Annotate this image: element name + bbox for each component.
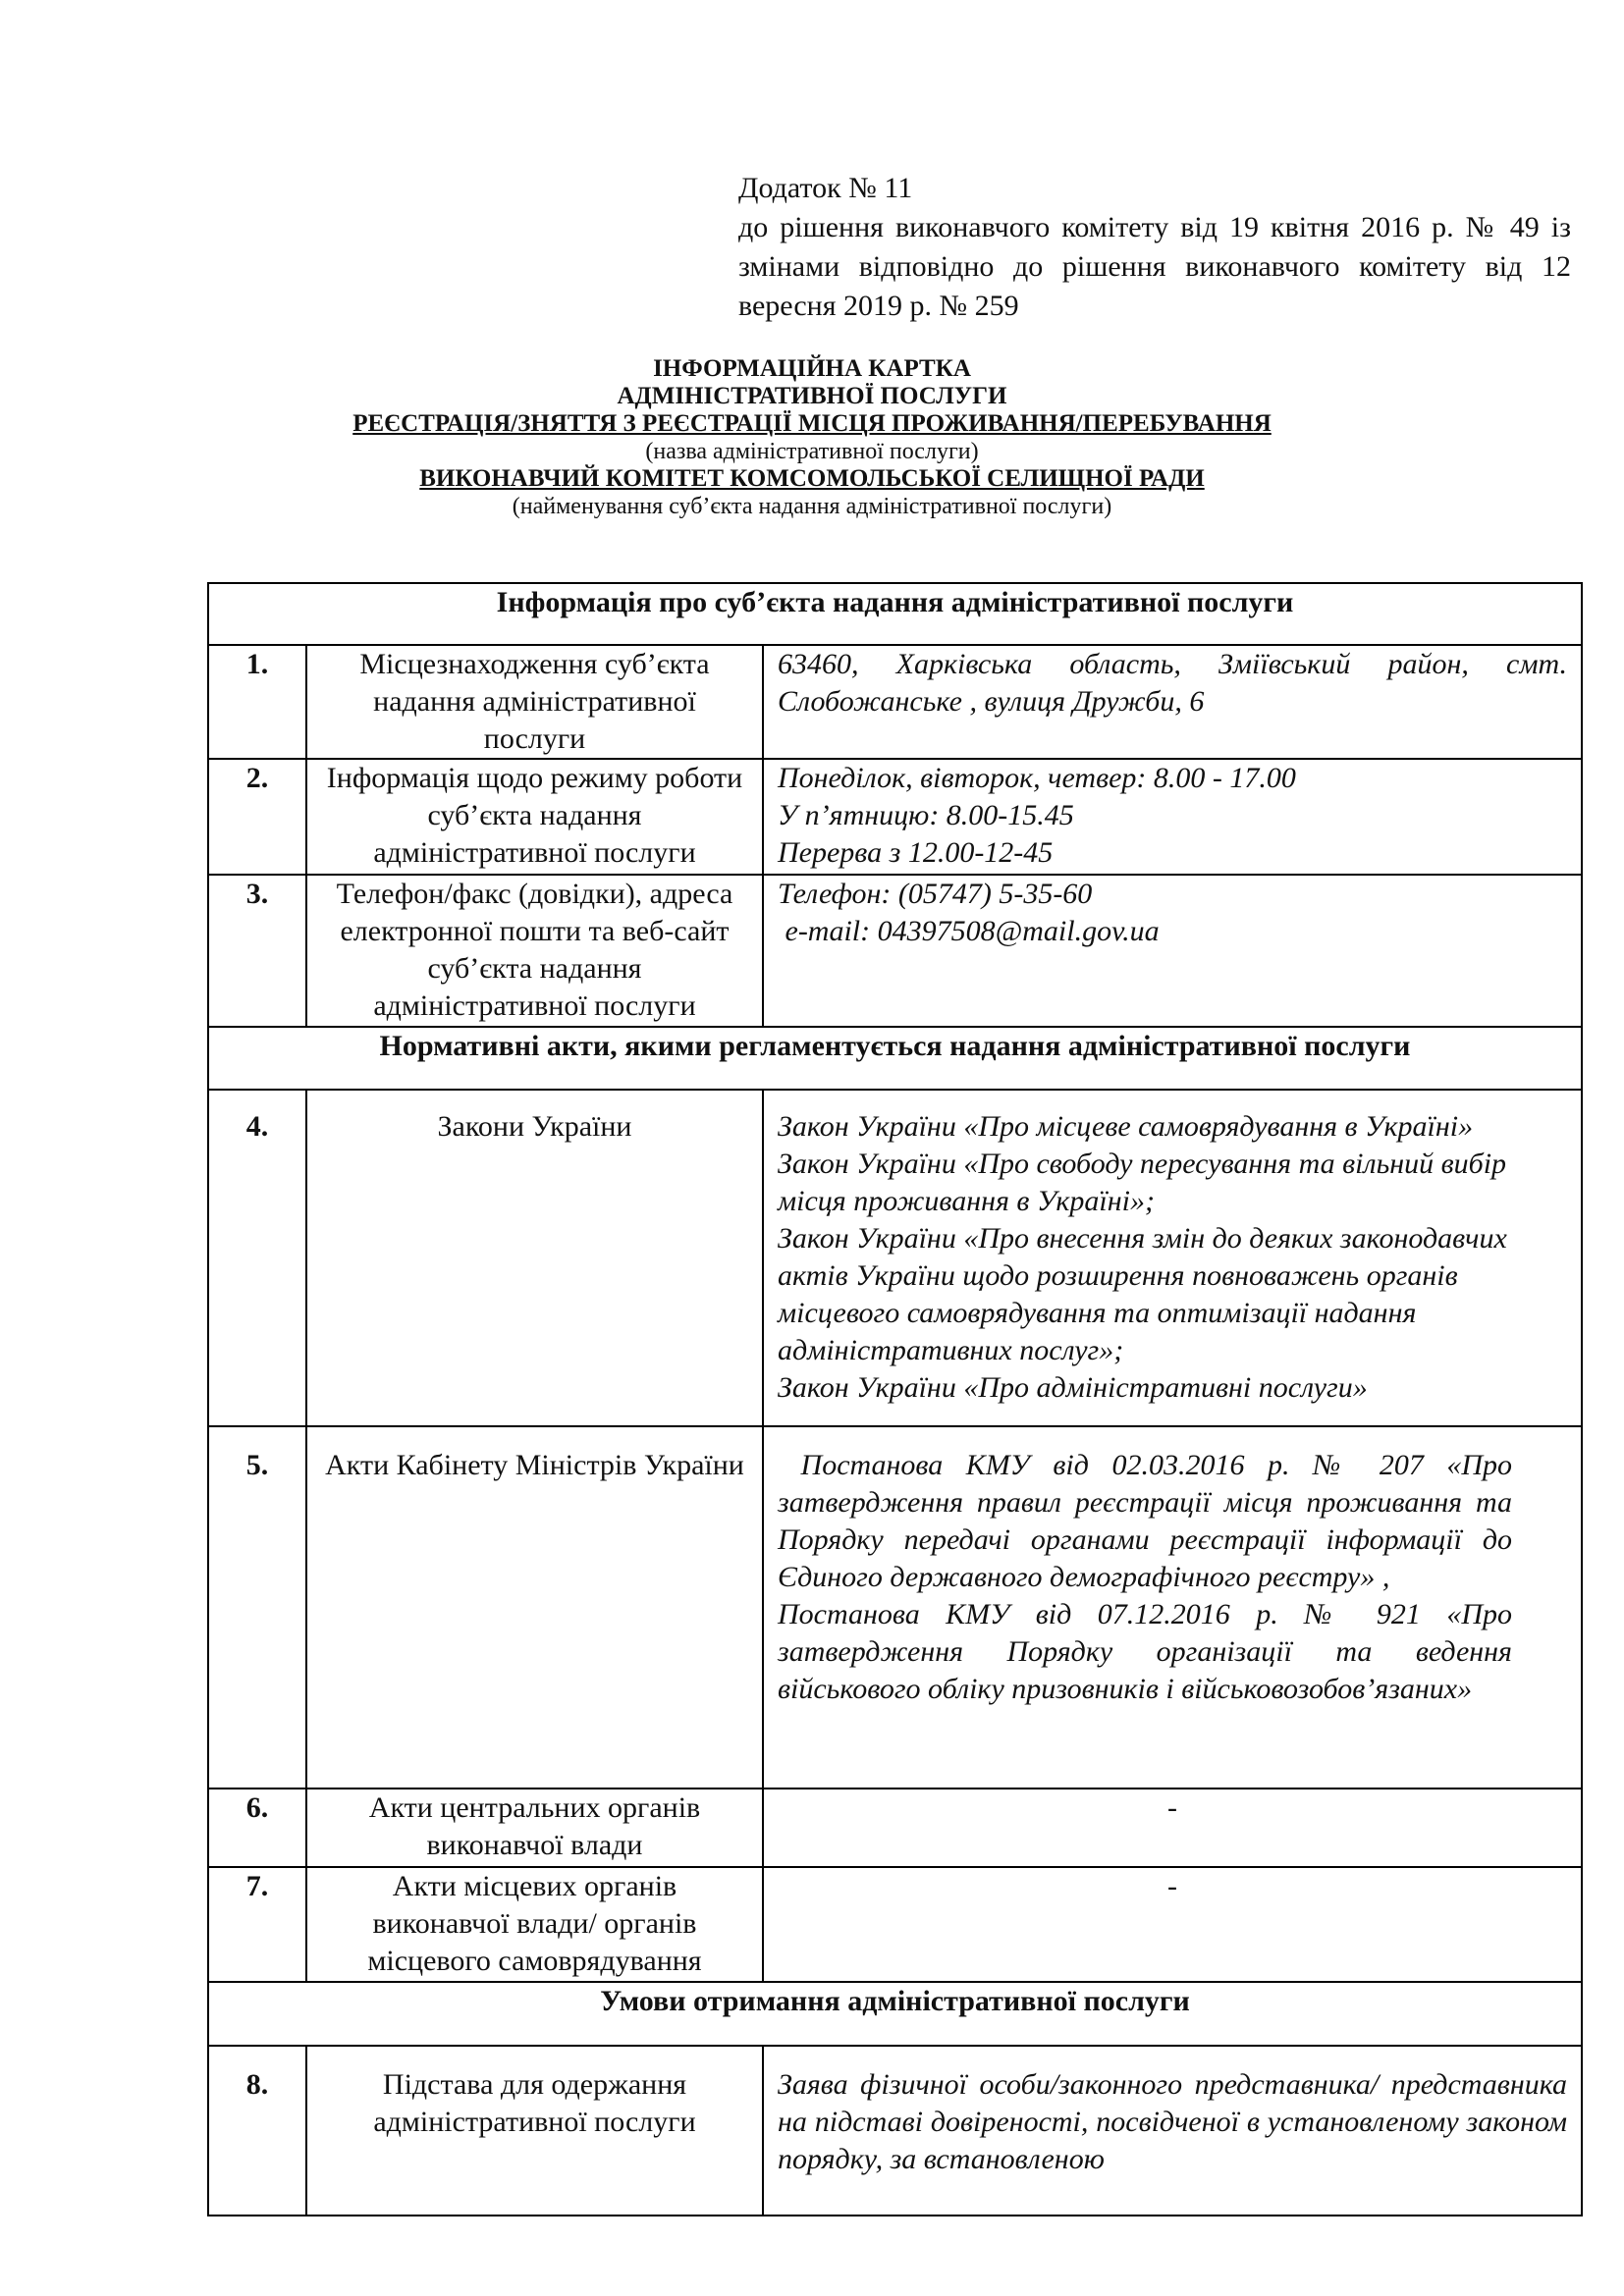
law-line: Закон України «Про місцеве самоврядування в Україні» — [778, 1110, 1474, 1143]
law-line: Закон України «Про адміністративні послуги» — [778, 1371, 1368, 1404]
row-value — [763, 1426, 1582, 1789]
table-row — [208, 1789, 1582, 1867]
card-title-line2: АДМІНІСТРАТИВНОЇ ПОСЛУГИ — [617, 383, 1007, 409]
table-row — [208, 645, 1582, 759]
row-number: 6. — [208, 1789, 306, 1867]
row-value — [763, 875, 1582, 1027]
row-label: Підстава для одержання адміністративної послуги — [306, 2046, 763, 2216]
section-row — [208, 1027, 1582, 1090]
row-value — [763, 1090, 1582, 1426]
email-line: e-mail: 04397508@mail.gov.ua — [778, 915, 1160, 947]
row-number: 5. — [208, 1426, 306, 1789]
section-conditions: Умови отримання адміністративної послуги — [208, 1982, 1582, 2046]
row-value: - — [763, 1867, 1582, 1982]
row-number: 8. — [208, 2046, 306, 2216]
table-row — [208, 875, 1582, 1027]
row-number: 3. — [208, 875, 306, 1027]
phone-line: Телефон: (05747) 5-35-60 — [778, 878, 1093, 910]
provider-name: ВИКОНАВЧИЙ КОМІТЕТ КОМСОМОЛЬСЬКОЇ СЕЛИЩНОЇ РАДИ — [419, 465, 1205, 492]
row-number: 2. — [208, 759, 306, 875]
row-label: Інформація щодо режиму роботи суб’єкта надання адміністративної послуги — [306, 759, 763, 875]
row-label: Акти Кабінету Міністрів України — [306, 1426, 763, 1789]
info-card-table — [207, 582, 1583, 2216]
section-regulations: Нормативні акти, якими регламентується надання адміністративної послуги — [208, 1027, 1582, 1090]
schedule-line: Понеділок, вівторок, четвер: 8.00 - 17.00 — [778, 762, 1296, 794]
row-value: Заява фізичної особи/законного представника/ представника на підставі довіреності, посвідченої в установленому законом порядку, за встановленою — [763, 2046, 1582, 2216]
row-number: 7. — [208, 1867, 306, 1982]
resolution-line: Постанова КМУ від 07.12.2016 р. № 921 «Про затвердження Порядку організації та ведення військового обліку призовників і військовозобов’язаних» — [778, 1598, 1512, 1705]
row-label: Акти центральних органів виконавчої влади — [306, 1789, 763, 1867]
addendum-decision-text: до рішення виконавчого комітету від 19 квітня 2016 р. № 49 із змінами відповідно до рішення виконавчого комітету від 12 вересня 2019 р. № 259 — [738, 211, 1571, 322]
provider-name-caption: (найменування суб’єкта надання адміністративної послуги) — [512, 494, 1112, 519]
card-heading — [0, 355, 1624, 520]
row-value — [763, 759, 1582, 875]
section-row — [208, 583, 1582, 645]
section-provider-info: Інформація про суб’єкта надання адміністративної послуги — [208, 583, 1582, 645]
table-row — [208, 2046, 1582, 2216]
row-number: 1. — [208, 645, 306, 759]
row-value: - — [763, 1789, 1582, 1867]
card-title-line1: ІНФОРМАЦІЙНА КАРТКА — [653, 355, 971, 382]
table-row — [208, 759, 1582, 875]
row-label: Телефон/факс (довідки), адреса електронної пошти та веб-сайт суб’єкта надання адміністративної послуги — [306, 875, 763, 1027]
row-label: Закони України — [306, 1090, 763, 1426]
row-label: Місцезнаходження суб’єкта надання адміністративної послуги — [306, 645, 763, 759]
addendum-title: Додаток № 11 — [738, 172, 913, 204]
schedule-line: У п’ятницю: 8.00-15.45 — [778, 799, 1074, 831]
row-number: 4. — [208, 1090, 306, 1426]
law-line: Закон України «Про внесення змін до деяких законодавчих актів України щодо розширення повноважень органів місцевого самоврядування та оптимізації надання адміністративних послуг»; — [778, 1222, 1507, 1366]
row-label: Акти місцевих органів виконавчої влади/ органів місцевого самоврядування — [306, 1867, 763, 1982]
table-row — [208, 1426, 1582, 1789]
law-line: Закон України «Про свободу пересування та вільний вибір місця проживання в Україні»; — [778, 1148, 1507, 1217]
table-row — [208, 1867, 1582, 1982]
schedule-line: Перерва з 12.00-12-45 — [778, 836, 1054, 869]
resolution-line: Постанова КМУ від 02.03.2016 р. № 207 «Про затвердження правил реєстрації місця проживання та Порядку передачі органами реєстрації інформації до Єдиного державного демографічного реєстру» , — [778, 1449, 1520, 1593]
addendum-note — [738, 169, 1571, 326]
service-name: РЕЄСТРАЦІЯ/ЗНЯТТЯ З РЕЄСТРАЦІЇ МІСЦЯ ПРОЖИВАННЯ/ПЕРЕБУВАННЯ — [352, 410, 1272, 437]
row-value: 63460, Харківська область, Зміївський район, смт. Слобожанське , вулиця Дружби, 6 — [763, 645, 1582, 759]
section-row — [208, 1982, 1582, 2046]
service-name-caption: (назва адміністративної послуги) — [645, 439, 979, 464]
table-row — [208, 1090, 1582, 1426]
